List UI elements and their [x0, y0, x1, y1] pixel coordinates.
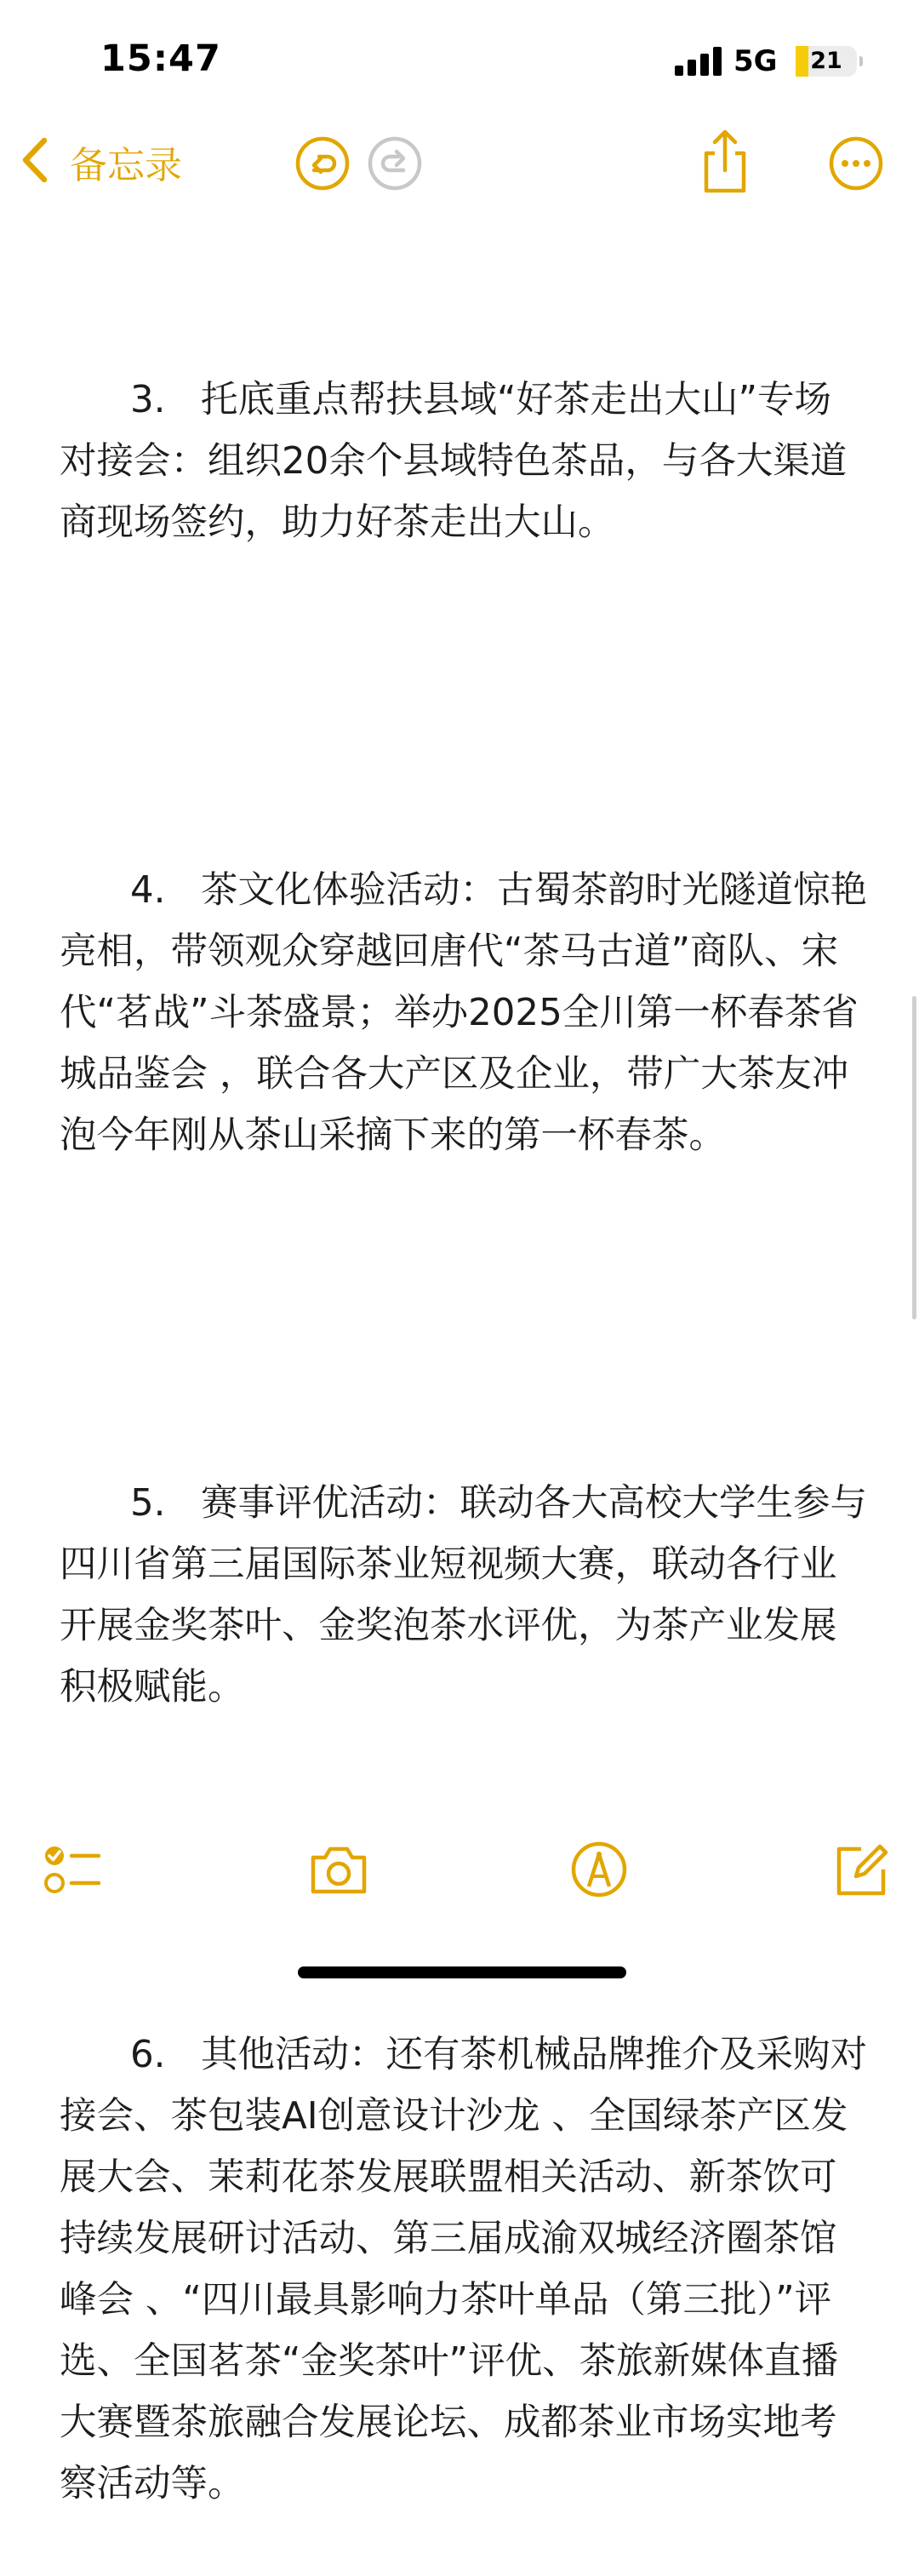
compose-icon: [831, 1887, 892, 1903]
more-button[interactable]: [827, 135, 885, 192]
more-icon: [827, 180, 885, 196]
checklist-button[interactable]: [41, 1839, 102, 1900]
network-type: 5G: [733, 44, 778, 78]
battery-cap: [859, 56, 863, 66]
status-bar: [0, 0, 919, 115]
redo-button[interactable]: [366, 135, 424, 192]
note-body[interactable]: [60, 247, 868, 2576]
redo-icon: [366, 180, 424, 196]
markup-icon: [568, 1887, 630, 1903]
checklist-icon: [41, 1887, 102, 1903]
camera-button[interactable]: [306, 1839, 371, 1900]
note-paragraph-3: 3. 托底重点帮扶县域“好茶走出大山”专场对接会：组织20余个县域特色茶品，与各大渠道商现场签约，助力好茶走出大山。: [60, 379, 848, 544]
blank-line: [60, 676, 868, 737]
blank-line: [60, 1840, 868, 1902]
scroll-indicator[interactable]: [912, 996, 916, 1319]
status-time: 15:47: [100, 37, 221, 80]
back-label: 备忘录: [70, 144, 182, 187]
share-icon: [696, 183, 754, 199]
note-paragraph-4: 4. 茶文化体验活动：古蜀茶韵时光隧道惊艳亮相，带领观众穿越回唐代“茶马古道”商队、宋代“茗战”斗茶盛景；举办2025全川第一杯春茶省城品鉴会 ，联合各大产区及企业，带广大茶友冲泡今年刚从茶山采摘下来的第一杯春茶。: [60, 869, 867, 1157]
blank-line: [60, 1289, 868, 1350]
note-paragraph-6: 6. 其他活动：还有茶机械品牌推介及采购对接会、茶包装AI创意设计沙龙 、全国绿茶产区发展大会、茉莉花茶发展联盟相关活动、新茶饮可持续发展研讨活动、第三届成渝双城经济圈茶馆峰会 、“四川最具影响力茶叶单品（第三批）”评选、全国茗茶“金奖茶叶”评优、茶旅新媒体直播大赛暨茶旅融合发展论坛、成都茶业市场实地考察活动等。: [60, 2034, 867, 2505]
home-indicator[interactable]: [298, 1966, 626, 1978]
undo-button[interactable]: [294, 135, 351, 192]
camera-icon: [306, 1887, 371, 1903]
back-button[interactable]: [19, 136, 182, 187]
undo-icon: [294, 180, 351, 196]
battery-percentage: 21: [810, 48, 842, 74]
markup-button[interactable]: [568, 1839, 630, 1900]
battery-icon: [796, 46, 857, 77]
share-button[interactable]: [696, 128, 754, 196]
cellular-signal-icon: [675, 47, 722, 76]
note-paragraph-5: 5. 赛事评优活动：联动各大高校大学生参与四川省第三届国际茶业短视频大赛，联动各行业开展金奖茶叶、金奖泡茶水评优，为茶产业发展积极赋能。: [60, 1482, 867, 1709]
chevron-left-icon: [19, 135, 51, 188]
compose-button[interactable]: [831, 1839, 892, 1900]
